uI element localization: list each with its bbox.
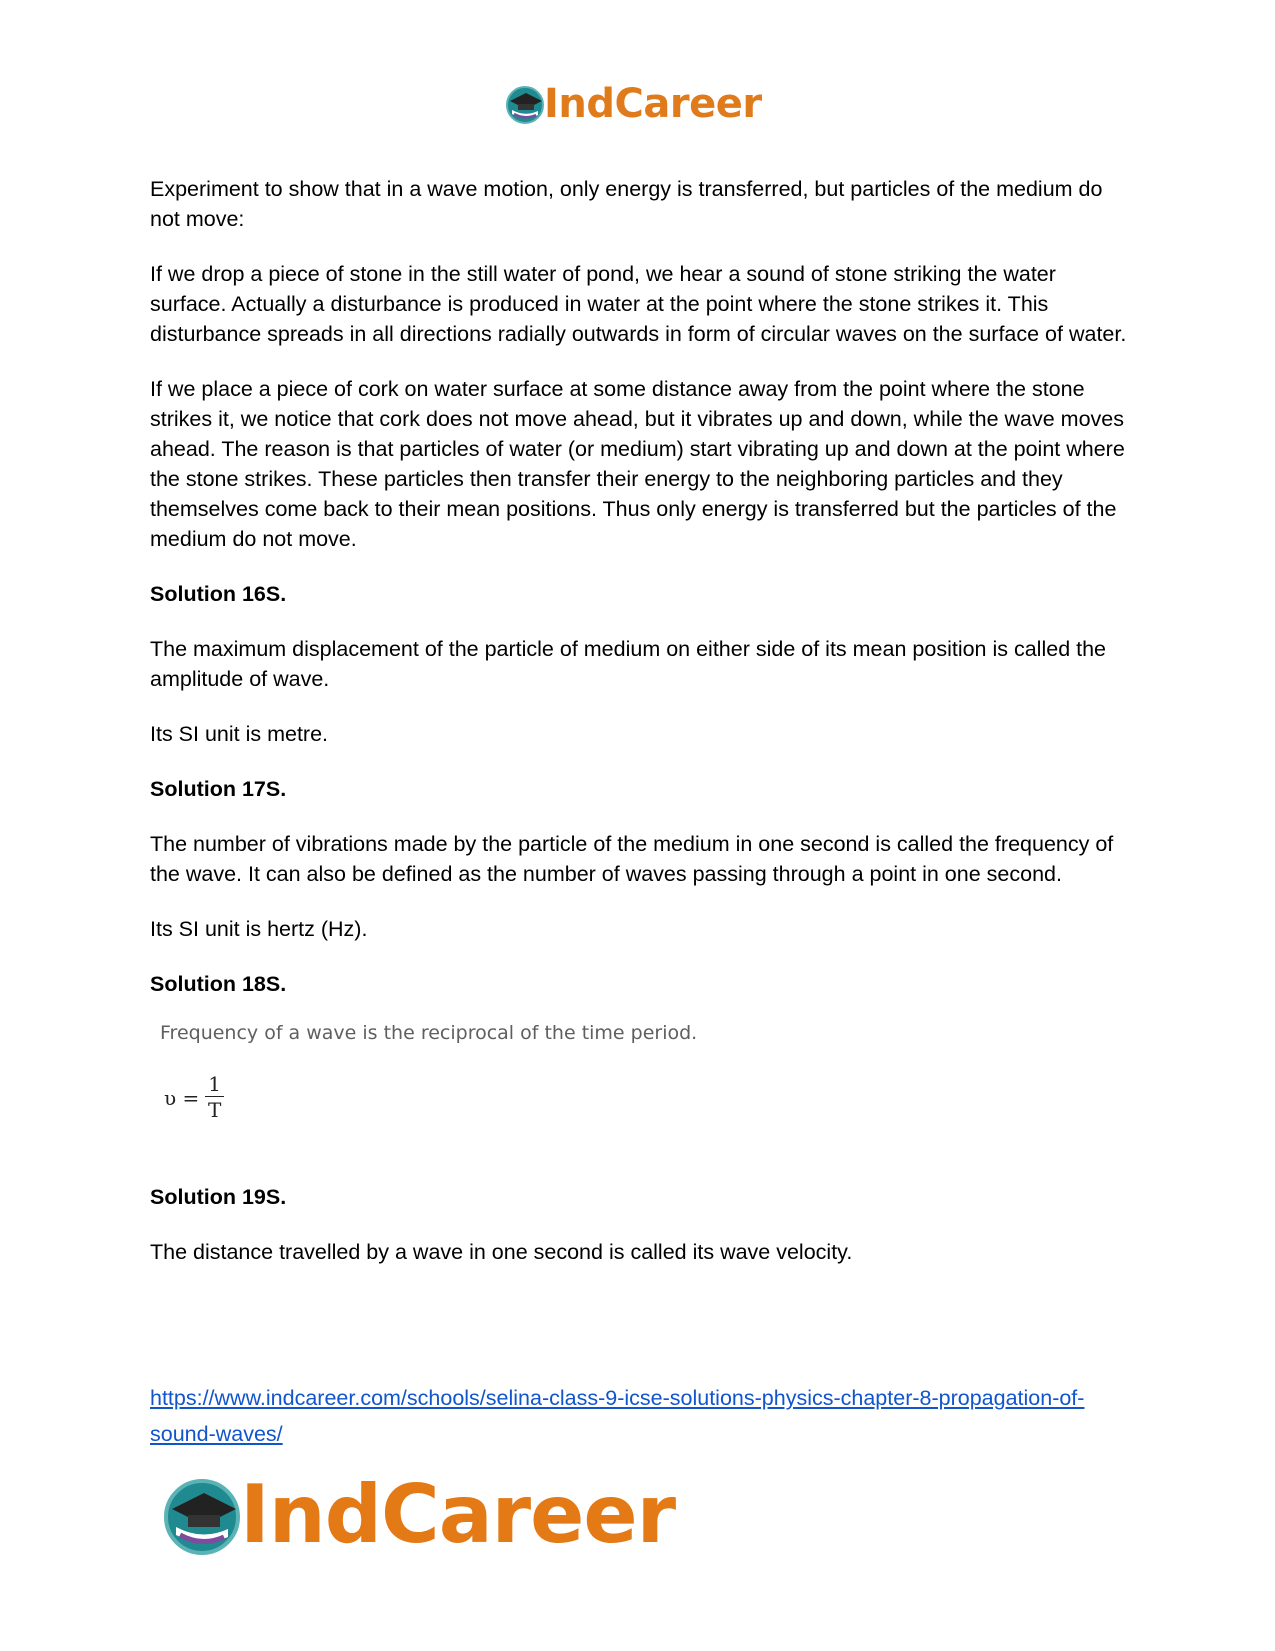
paragraph: Experiment to show that in a wave motion, only energy is transferred, but particles of the medium do not move:	[150, 177, 1103, 231]
solution-text: Its SI unit is hertz (Hz).	[150, 917, 368, 941]
equation-lhs: υ =	[164, 1085, 200, 1110]
formula-caption: Frequency of a wave is the reciprocal of the time period.	[160, 1022, 698, 1044]
fraction-denominator: T	[207, 1098, 222, 1122]
solution-text: Its SI unit is metre.	[150, 722, 329, 746]
solution-text: The distance travelled by a wave in one second is called its wave velocity.	[150, 1240, 853, 1264]
graduation-cap-globe-icon	[160, 1473, 244, 1557]
graduation-cap-globe-icon	[504, 83, 546, 125]
solution-heading: Solution 19S.	[150, 1185, 287, 1209]
document-body	[150, 174, 1135, 1292]
source-link[interactable]: https://www.indcareer.com/schools/selina-class-9-icse-solutions-physics-chapter-8-propagation-of-sound-waves/	[150, 1386, 1085, 1446]
formula-figure	[160, 1022, 720, 1152]
brand-name: IndCareer	[544, 81, 762, 127]
paragraph: If we drop a piece of stone in the still water of pond, we hear a sound of stone striking the water surface. Actually a disturbance is produced in water at the point where the stone strikes it. This disturbance spreads in all directions radially outwards in form of circular waves on the surface of water.	[150, 262, 1127, 346]
header-logo	[504, 82, 762, 126]
fraction	[205, 1072, 224, 1123]
frequency-equation	[164, 1072, 224, 1123]
fraction-numerator: 1	[205, 1072, 224, 1097]
footer-logo	[160, 1470, 675, 1560]
paragraph: If we place a piece of cork on water surface at some distance away from the point where the stone strikes it, we notice that cork does not move ahead, but it vibrates up and down, while the wave moves ahead. The reason is that particles of water (or medium) start vibrating up and down at the point where the stone strikes. These particles then transfer their energy to the neighboring particles and they themselves come back to their mean positions. Thus only energy is transferred but the particles of the medium do not move.	[150, 377, 1125, 551]
solution-heading: Solution 16S.	[150, 582, 287, 606]
solution-text: The maximum displacement of the particle of medium on either side of its mean position is called the amplitude of wave.	[150, 637, 1107, 691]
solution-heading: Solution 17S.	[150, 777, 287, 801]
solution-heading: Solution 18S.	[150, 972, 287, 996]
solution-text: The number of vibrations made by the particle of the medium in one second is called the frequency of the wave. It can also be defined as the number of waves passing through a point in one second.	[150, 832, 1114, 886]
brand-name: IndCareer	[240, 1468, 676, 1561]
